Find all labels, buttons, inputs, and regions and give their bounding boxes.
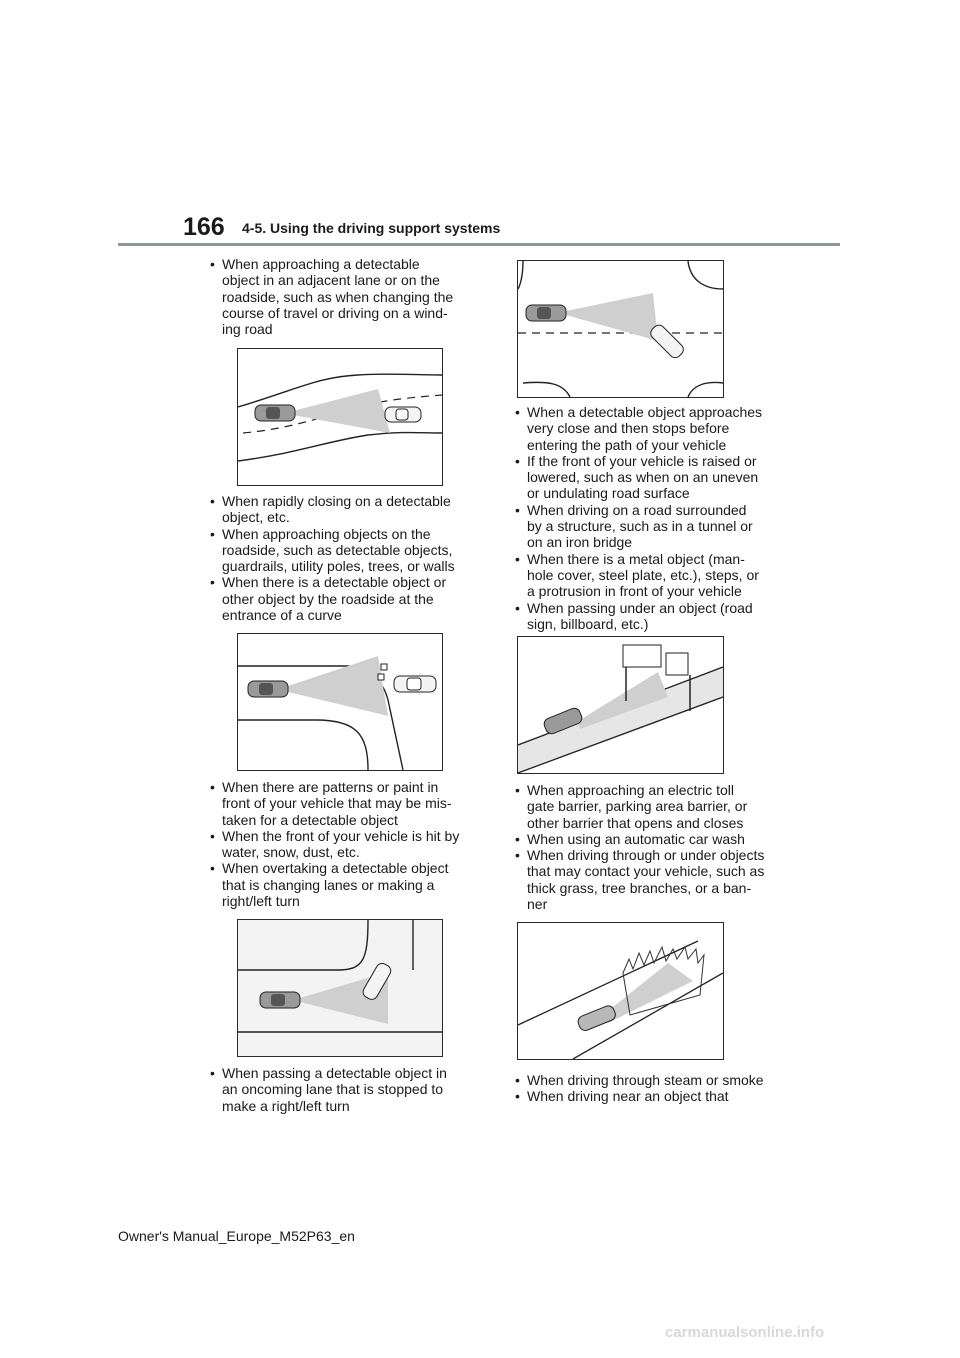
list-item: • When there is a detectable object or other object by the roadside at the entrance of a curve bbox=[200, 574, 460, 623]
list-item: • When passing under an object (road sign, billboard, etc.) bbox=[505, 600, 765, 633]
list-item: • When approaching an electric toll gate barrier, parking area barrier, or other barrier that opens and closes bbox=[505, 782, 765, 831]
list-item: • When driving near an object that bbox=[505, 1088, 765, 1104]
header-divider bbox=[118, 243, 840, 246]
figure-overtaking-turn bbox=[237, 919, 443, 1057]
list-item: • When there are patterns or paint in front of your vehicle that may be mis-taken for a detectable object bbox=[200, 779, 460, 828]
bullet-list bbox=[505, 1072, 765, 1105]
list-item: • When driving on a road surrounded by a structure, such as in a tunnel or on an iron bridge bbox=[505, 502, 765, 551]
figure-grass-branches bbox=[517, 922, 724, 1060]
figure-crossing-vehicle bbox=[517, 260, 724, 398]
figure-curve-entrance bbox=[237, 633, 443, 771]
vehicle-icon bbox=[526, 305, 566, 321]
list-item: • When driving through or under objects that may contact your vehicle, such as thick grass, tree branches, or a ban-ner bbox=[505, 847, 765, 912]
watermark: carmanualsonline.info bbox=[665, 1324, 825, 1341]
vehicle-icon bbox=[576, 1004, 617, 1032]
page-number: 166 bbox=[183, 213, 225, 241]
vehicle-icon bbox=[260, 992, 300, 1008]
bullet-list bbox=[200, 1065, 460, 1114]
list-item: • If the front of your vehicle is raised or lowered, such as when on an uneven or undulating road surface bbox=[505, 453, 765, 502]
right-column bbox=[505, 256, 765, 1105]
list-item: • When the front of your vehicle is hit by water, snow, dust, etc. bbox=[200, 828, 460, 861]
left-column bbox=[200, 256, 460, 1114]
list-item: • When passing a detectable object in an oncoming lane that is stopped to make a right/left turn bbox=[200, 1065, 460, 1114]
list-item: • When using an automatic car wash bbox=[505, 831, 765, 847]
list-item: • When rapidly closing on a detectable object, etc. bbox=[200, 493, 460, 526]
bullet-list bbox=[200, 779, 460, 919]
list-item: • When approaching objects on the roadside, such as detectable objects, guardrails, utility poles, trees, or walls bbox=[200, 526, 460, 575]
bullet-list bbox=[200, 493, 460, 633]
footer-text: Owner's Manual_Europe_M52P63_en bbox=[118, 1228, 355, 1244]
list-item: • When overtaking a detectable object that is changing lanes or making a right/left turn bbox=[200, 860, 460, 909]
vehicle-icon bbox=[255, 405, 295, 421]
section-title: 4-5. Using the driving support systems bbox=[242, 220, 501, 236]
figure-overhead-sign bbox=[517, 636, 724, 774]
list-item: • When driving through steam or smoke bbox=[505, 1072, 765, 1088]
list-item: • When approaching a detectable object in an adjacent lane or on the roadside, such as when changing the course of travel or driving on a wind-ing road bbox=[200, 256, 460, 337]
figure-winding-road bbox=[237, 348, 443, 486]
list-item: • When there is a metal object (man-hole cover, steel plate, etc.), steps, or a protrusion in front of your vehicle bbox=[505, 551, 765, 600]
vehicle-icon bbox=[248, 681, 288, 697]
bullet-list bbox=[505, 782, 765, 922]
bullet-list bbox=[505, 404, 765, 636]
bullet-list bbox=[200, 256, 460, 342]
list-item: • When a detectable object approaches very close and then stops before entering the path of your vehicle bbox=[505, 404, 765, 453]
